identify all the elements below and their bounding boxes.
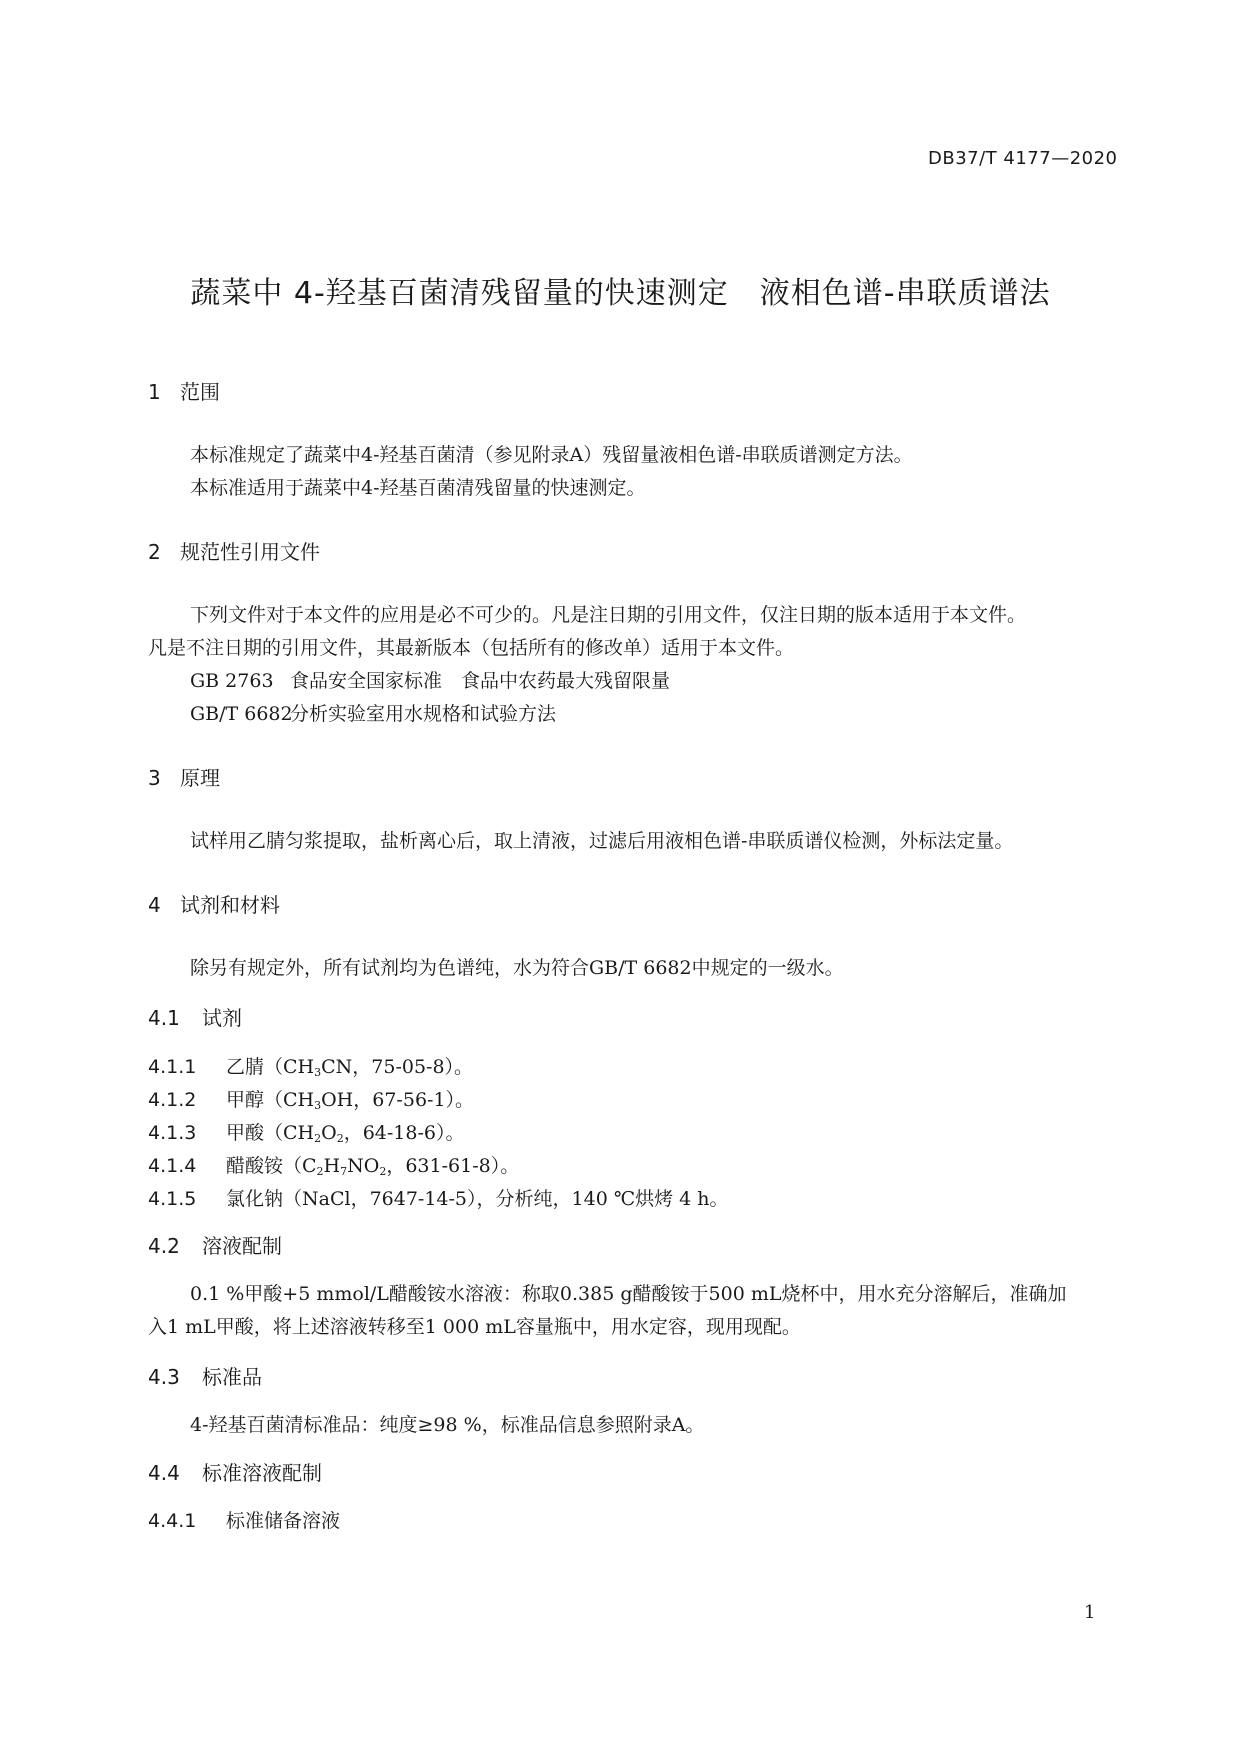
reference-name: 分析实验室用水规格和试验方法 bbox=[290, 703, 557, 725]
subsection-title: 溶液配制 bbox=[202, 1234, 282, 1258]
paragraph: 试样用乙腈匀浆提取，盐析离心后，取上清液，过滤后用液相色谱-串联质谱仪检测，外标法定量。 bbox=[190, 830, 1014, 852]
reagent-item bbox=[148, 1085, 474, 1112]
paragraph: 除另有规定外，所有试剂均为色谱纯，水为符合GB/T 6682中规定的一级水。 bbox=[190, 957, 844, 979]
section-heading-1 bbox=[148, 376, 220, 405]
item-text: 氯化钠（NaCl，7647-14-5），分析纯，140 ℃烘烤 4 h。 bbox=[226, 1188, 729, 1210]
reagent-item bbox=[148, 1118, 464, 1145]
paragraph-continuation: 凡是不注日期的引用文件，其最新版本（包括所有的修改单）适用于本文件。 bbox=[148, 637, 795, 659]
section-heading-2 bbox=[148, 536, 320, 565]
reagent-item bbox=[148, 1052, 473, 1079]
subsection-heading-4-1 bbox=[148, 1002, 242, 1031]
item-number: 4.1.4 bbox=[148, 1155, 197, 1177]
subsubsection-number: 4.4.1 bbox=[148, 1510, 197, 1532]
subsection-number: 4.4 bbox=[148, 1461, 180, 1485]
reagent-item bbox=[148, 1151, 519, 1178]
section-number: 1 bbox=[148, 380, 161, 404]
document-title: 蔬菜中 4-羟基百菌清残留量的快速测定 液相色谱-串联质谱法 bbox=[190, 276, 1051, 311]
paragraph: 4-羟基百菌清标准品：纯度≥98 %，标准品信息参照附录A。 bbox=[190, 1414, 705, 1436]
paragraph: 0.1 %甲酸+5 mmol/L醋酸铵水溶液：称取0.385 g醋酸铵于500 mL烧杯中，用水充分溶解后，准确加 bbox=[190, 1283, 1067, 1305]
reference-name: 食品安全国家标准 食品中农药最大残留限量 bbox=[290, 670, 671, 692]
paragraph: 本标准规定了蔬菜中4-羟基百菌清（参见附录A）残留量液相色谱-串联质谱测定方法。 bbox=[190, 444, 913, 466]
reference-code: GB/T 6682 bbox=[190, 703, 293, 725]
subsection-title: 试剂 bbox=[202, 1006, 242, 1030]
item-number: 4.1.1 bbox=[148, 1056, 197, 1078]
page-number: 1 bbox=[1084, 1602, 1096, 1623]
subsubsection-title: 标准储备溶液 bbox=[226, 1510, 341, 1532]
section-number: 2 bbox=[148, 540, 161, 564]
subsection-heading-4-3 bbox=[148, 1361, 262, 1390]
section-heading-4 bbox=[148, 889, 280, 918]
subsection-number: 4.1 bbox=[148, 1006, 180, 1030]
subsection-title: 标准品 bbox=[202, 1365, 262, 1389]
item-text: 甲醇（$CH_3OH$，67-56-1）。 bbox=[226, 1089, 475, 1112]
paragraph-continuation: 入1 mL甲酸，将上述溶液转移至1 000 mL容量瓶中，用水定容，现用现配。 bbox=[148, 1316, 801, 1338]
reagent-item bbox=[148, 1184, 729, 1211]
item-number: 4.1.5 bbox=[148, 1188, 197, 1210]
section-number: 4 bbox=[148, 893, 161, 917]
section-title: 试剂和材料 bbox=[180, 893, 280, 917]
paragraph: 本标准适用于蔬菜中4-羟基百菌清残留量的快速测定。 bbox=[190, 477, 646, 499]
section-number: 3 bbox=[148, 766, 161, 790]
section-title: 原理 bbox=[180, 766, 220, 790]
reference-item bbox=[190, 699, 556, 726]
paragraph: 下列文件对于本文件的应用是必不可少的。凡是注日期的引用文件，仅注日期的版本适用于本文件。 bbox=[190, 604, 1027, 626]
item-number: 4.1.2 bbox=[148, 1089, 197, 1111]
section-title: 规范性引用文件 bbox=[180, 540, 320, 564]
standard-number: DB37/T 4177—2020 bbox=[928, 148, 1118, 169]
item-text: 乙腈（$CH_3CN$，75-05-8）。 bbox=[226, 1056, 474, 1079]
subsection-heading-4-4 bbox=[148, 1457, 322, 1486]
subsection-heading-4-2 bbox=[148, 1230, 282, 1259]
section-heading-3 bbox=[148, 762, 220, 791]
reference-item bbox=[190, 666, 670, 693]
subsection-title: 标准溶液配制 bbox=[202, 1461, 322, 1485]
subsection-number: 4.2 bbox=[148, 1234, 180, 1258]
subsubsection-heading-4-4-1 bbox=[148, 1506, 340, 1533]
item-text: 甲酸（$CH_2O_2$，64-18-6）。 bbox=[226, 1122, 465, 1145]
item-text: 醋酸铵（$C_2H_7NO_2$，631-61-8）。 bbox=[226, 1155, 520, 1178]
item-number: 4.1.3 bbox=[148, 1122, 197, 1144]
reference-code: GB 2763 bbox=[190, 670, 274, 692]
section-title: 范围 bbox=[180, 380, 220, 404]
subsection-number: 4.3 bbox=[148, 1365, 180, 1389]
